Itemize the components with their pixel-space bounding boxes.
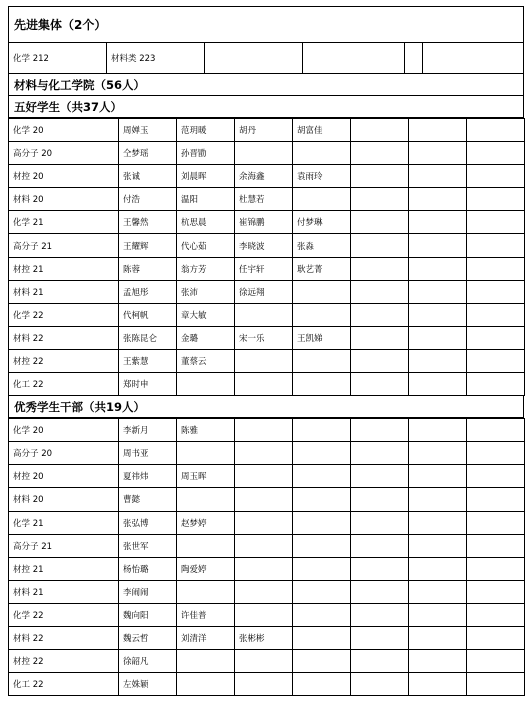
student-name-cell [351, 211, 409, 234]
student-name-cell: 张世军 [119, 534, 177, 557]
student-name-cell: 杜慧若 [235, 188, 293, 211]
student-name-cell [467, 326, 525, 349]
class-cell: 材料 20 [9, 488, 119, 511]
class-cell: 材控 21 [9, 557, 119, 580]
student-name-cell [467, 142, 525, 165]
student-name-cell [293, 626, 351, 649]
class-cell: 材控 20 [9, 165, 119, 188]
student-name-cell [409, 557, 467, 580]
student-name-cell [235, 534, 293, 557]
table-row [9, 234, 525, 257]
table-row [9, 603, 525, 626]
student-name-cell [235, 349, 293, 372]
student-name-cell [409, 419, 467, 442]
student-name-cell [235, 580, 293, 603]
student-name-cell: 张淼 [293, 234, 351, 257]
class-cell: 化学 22 [9, 603, 119, 626]
class-cell: 材控 22 [9, 650, 119, 673]
student-name-cell: 徐远翔 [235, 280, 293, 303]
table-row [9, 650, 525, 673]
student-name-cell [235, 419, 293, 442]
table-row [9, 142, 525, 165]
student-name-cell [467, 303, 525, 326]
table-row [9, 188, 525, 211]
student-name-cell [293, 511, 351, 534]
table-row [9, 119, 525, 142]
student-name-cell [409, 603, 467, 626]
table-row [9, 303, 525, 326]
class-cell: 化学 20 [9, 119, 119, 142]
student-name-cell: 陶爱婷 [177, 557, 235, 580]
table-row [9, 534, 525, 557]
student-name-cell [351, 465, 409, 488]
class-cell: 高分子 21 [9, 534, 119, 557]
student-name-cell [467, 234, 525, 257]
class-cell: 材料 21 [9, 280, 119, 303]
student-name-cell [235, 557, 293, 580]
student-name-cell: 左姝颖 [119, 673, 177, 696]
collective-cell [303, 43, 405, 73]
student-name-cell [467, 488, 525, 511]
collective-cell: 化学 212 [9, 43, 107, 73]
class-cell: 材控 20 [9, 465, 119, 488]
student-name-cell [177, 488, 235, 511]
student-name-cell [177, 442, 235, 465]
student-name-cell: 曹懿 [119, 488, 177, 511]
student-name-cell: 仝梦瑶 [119, 142, 177, 165]
student-name-cell: 张诚 [119, 165, 177, 188]
student-name-cell: 付浩 [119, 188, 177, 211]
student-name-cell [235, 465, 293, 488]
class-cell: 化学 21 [9, 511, 119, 534]
student-name-cell [351, 419, 409, 442]
student-name-cell: 魏云哲 [119, 626, 177, 649]
student-name-cell [293, 303, 351, 326]
student-name-cell [467, 211, 525, 234]
student-name-cell: 范玥暖 [177, 119, 235, 142]
student-name-cell [409, 280, 467, 303]
student-name-cell: 胡丹 [235, 119, 293, 142]
student-name-cell [351, 580, 409, 603]
student-name-cell [351, 303, 409, 326]
student-name-cell [467, 119, 525, 142]
student-name-cell: 董蔡云 [177, 349, 235, 372]
student-name-cell [467, 373, 525, 396]
class-cell: 材料 22 [9, 326, 119, 349]
student-name-cell: 刘晨晖 [177, 165, 235, 188]
student-name-cell [467, 534, 525, 557]
student-name-cell [467, 419, 525, 442]
student-name-cell [409, 511, 467, 534]
class-cell: 材控 22 [9, 349, 119, 372]
student-name-cell: 胡富佳 [293, 119, 351, 142]
student-name-cell [293, 373, 351, 396]
table-row [9, 557, 525, 580]
collective-cell [423, 43, 523, 73]
student-name-cell [351, 511, 409, 534]
student-name-cell [467, 188, 525, 211]
student-name-cell: 王耀辉 [119, 234, 177, 257]
student-name-cell [351, 349, 409, 372]
student-name-cell [467, 280, 525, 303]
student-name-cell [351, 373, 409, 396]
student-name-cell: 代柯帆 [119, 303, 177, 326]
student-name-cell [409, 257, 467, 280]
student-name-cell [293, 349, 351, 372]
student-name-cell: 许佳普 [177, 603, 235, 626]
student-name-cell [293, 419, 351, 442]
student-name-cell: 余海鑫 [235, 165, 293, 188]
student-name-cell [467, 257, 525, 280]
student-name-cell [351, 442, 409, 465]
student-name-cell: 赵梦婷 [177, 511, 235, 534]
student-name-cell: 耿艺菁 [293, 257, 351, 280]
student-name-cell [409, 465, 467, 488]
collective-cell: 材料类 223 [107, 43, 205, 73]
student-name-cell [177, 373, 235, 396]
student-name-cell [409, 211, 467, 234]
student-name-cell: 杭思晨 [177, 211, 235, 234]
student-name-cell [235, 442, 293, 465]
student-name-cell [235, 650, 293, 673]
student-name-cell [409, 303, 467, 326]
class-cell: 化学 22 [9, 303, 119, 326]
student-name-cell: 李闹闹 [119, 580, 177, 603]
student-name-cell [351, 626, 409, 649]
student-name-cell [467, 580, 525, 603]
student-name-cell [351, 165, 409, 188]
student-name-cell: 任宇轩 [235, 257, 293, 280]
student-name-cell [409, 349, 467, 372]
student-name-cell: 温阳 [177, 188, 235, 211]
student-name-cell [409, 142, 467, 165]
student-name-cell: 付梦琳 [293, 211, 351, 234]
student-name-cell [467, 557, 525, 580]
student-name-cell [177, 673, 235, 696]
class-cell: 材料 20 [9, 188, 119, 211]
student-name-cell: 袁雨玲 [293, 165, 351, 188]
student-name-cell: 宋一乐 [235, 326, 293, 349]
class-cell: 高分子 20 [9, 142, 119, 165]
document-page [8, 6, 524, 696]
college-heading: 材料与化工学院（56人） [8, 74, 524, 96]
student-name-cell: 王凯娣 [293, 326, 351, 349]
student-name-cell [235, 488, 293, 511]
student-name-cell [467, 626, 525, 649]
student-name-cell [409, 488, 467, 511]
student-name-cell [293, 442, 351, 465]
student-name-cell: 章大敏 [177, 303, 235, 326]
table-row [9, 419, 525, 442]
table-row [9, 165, 525, 188]
student-name-cell: 魏向阳 [119, 603, 177, 626]
student-name-cell: 王紫慧 [119, 349, 177, 372]
student-name-cell: 李新月 [119, 419, 177, 442]
student-name-cell: 张彬彬 [235, 626, 293, 649]
student-name-cell: 周书亚 [119, 442, 177, 465]
table-row [9, 511, 525, 534]
student-name-cell [177, 650, 235, 673]
class-cell: 化工 22 [9, 673, 119, 696]
five-good-table [8, 118, 525, 396]
class-cell: 化学 21 [9, 211, 119, 234]
student-name-cell [235, 511, 293, 534]
table-row [9, 626, 525, 649]
student-name-cell: 杨怡璐 [119, 557, 177, 580]
student-name-cell [351, 188, 409, 211]
student-name-cell: 刘清洋 [177, 626, 235, 649]
student-name-cell: 王馨然 [119, 211, 177, 234]
student-name-cell [351, 534, 409, 557]
student-name-cell [409, 373, 467, 396]
advanced-collective-heading: 先进集体（2个） [8, 6, 524, 42]
table-row [9, 442, 525, 465]
student-name-cell: 翁方芳 [177, 257, 235, 280]
table-row [9, 488, 525, 511]
student-name-cell [351, 119, 409, 142]
collective-cell [205, 43, 303, 73]
student-name-cell [467, 650, 525, 673]
class-cell: 化工 22 [9, 373, 119, 396]
student-name-cell [293, 534, 351, 557]
student-name-cell [293, 557, 351, 580]
student-name-cell [351, 234, 409, 257]
student-name-cell: 周玉晖 [177, 465, 235, 488]
student-name-cell [467, 165, 525, 188]
student-name-cell: 郑时申 [119, 373, 177, 396]
student-name-cell [293, 673, 351, 696]
student-name-cell [351, 673, 409, 696]
student-name-cell [177, 580, 235, 603]
student-name-cell: 夏祎炜 [119, 465, 177, 488]
student-name-cell [293, 280, 351, 303]
table-row [9, 211, 525, 234]
student-name-cell: 张沛 [177, 280, 235, 303]
class-cell: 材料 21 [9, 580, 119, 603]
student-name-cell: 张陈昆仑 [119, 326, 177, 349]
student-name-cell [351, 557, 409, 580]
student-name-cell: 代心茹 [177, 234, 235, 257]
student-name-cell [293, 603, 351, 626]
student-name-cell: 张弘博 [119, 511, 177, 534]
student-name-cell [467, 442, 525, 465]
student-name-cell [409, 165, 467, 188]
student-name-cell [467, 673, 525, 696]
class-cell: 高分子 20 [9, 442, 119, 465]
student-name-cell [293, 488, 351, 511]
student-name-cell [409, 188, 467, 211]
table-row [9, 373, 525, 396]
student-name-cell [293, 142, 351, 165]
student-name-cell [409, 326, 467, 349]
student-name-cell [351, 142, 409, 165]
table-row [9, 465, 525, 488]
excellent-cadre-table [8, 418, 525, 696]
collective-cell [405, 43, 423, 73]
student-name-cell: 孙晋勖 [177, 142, 235, 165]
student-name-cell [293, 650, 351, 673]
student-name-cell [235, 142, 293, 165]
student-name-cell [409, 534, 467, 557]
table-row [9, 280, 525, 303]
student-name-cell [409, 442, 467, 465]
class-cell: 材控 21 [9, 257, 119, 280]
table-row [9, 580, 525, 603]
student-name-cell: 金璐 [177, 326, 235, 349]
student-name-cell [467, 603, 525, 626]
student-name-cell [467, 349, 525, 372]
student-name-cell [409, 650, 467, 673]
excellent-cadre-heading: 优秀学生干部（共19人） [8, 396, 524, 418]
student-name-cell [351, 280, 409, 303]
student-name-cell: 徐韶凡 [119, 650, 177, 673]
table-row [9, 349, 525, 372]
student-name-cell: 陈雅 [177, 419, 235, 442]
student-name-cell [235, 603, 293, 626]
table-row [9, 673, 525, 696]
student-name-cell: 孟旭彤 [119, 280, 177, 303]
student-name-cell [467, 511, 525, 534]
student-name-cell: 周婵玉 [119, 119, 177, 142]
class-cell: 材料 22 [9, 626, 119, 649]
table-row [9, 257, 525, 280]
student-name-cell [409, 673, 467, 696]
student-name-cell [409, 234, 467, 257]
student-name-cell [467, 465, 525, 488]
student-name-cell [235, 673, 293, 696]
class-cell: 高分子 21 [9, 234, 119, 257]
student-name-cell: 陈蓉 [119, 257, 177, 280]
student-name-cell [293, 465, 351, 488]
student-name-cell [351, 603, 409, 626]
student-name-cell: 崔锦鹏 [235, 211, 293, 234]
class-cell: 化学 20 [9, 419, 119, 442]
advanced-collective-row [8, 42, 524, 74]
student-name-cell [409, 626, 467, 649]
student-name-cell [351, 257, 409, 280]
five-good-heading: 五好学生（共37人） [8, 96, 524, 118]
student-name-cell [351, 488, 409, 511]
student-name-cell [235, 373, 293, 396]
student-name-cell [409, 119, 467, 142]
student-name-cell [409, 580, 467, 603]
student-name-cell [293, 580, 351, 603]
student-name-cell [235, 303, 293, 326]
student-name-cell: 李晓波 [235, 234, 293, 257]
student-name-cell [351, 650, 409, 673]
student-name-cell [177, 534, 235, 557]
student-name-cell [351, 326, 409, 349]
table-row [9, 326, 525, 349]
student-name-cell [293, 188, 351, 211]
